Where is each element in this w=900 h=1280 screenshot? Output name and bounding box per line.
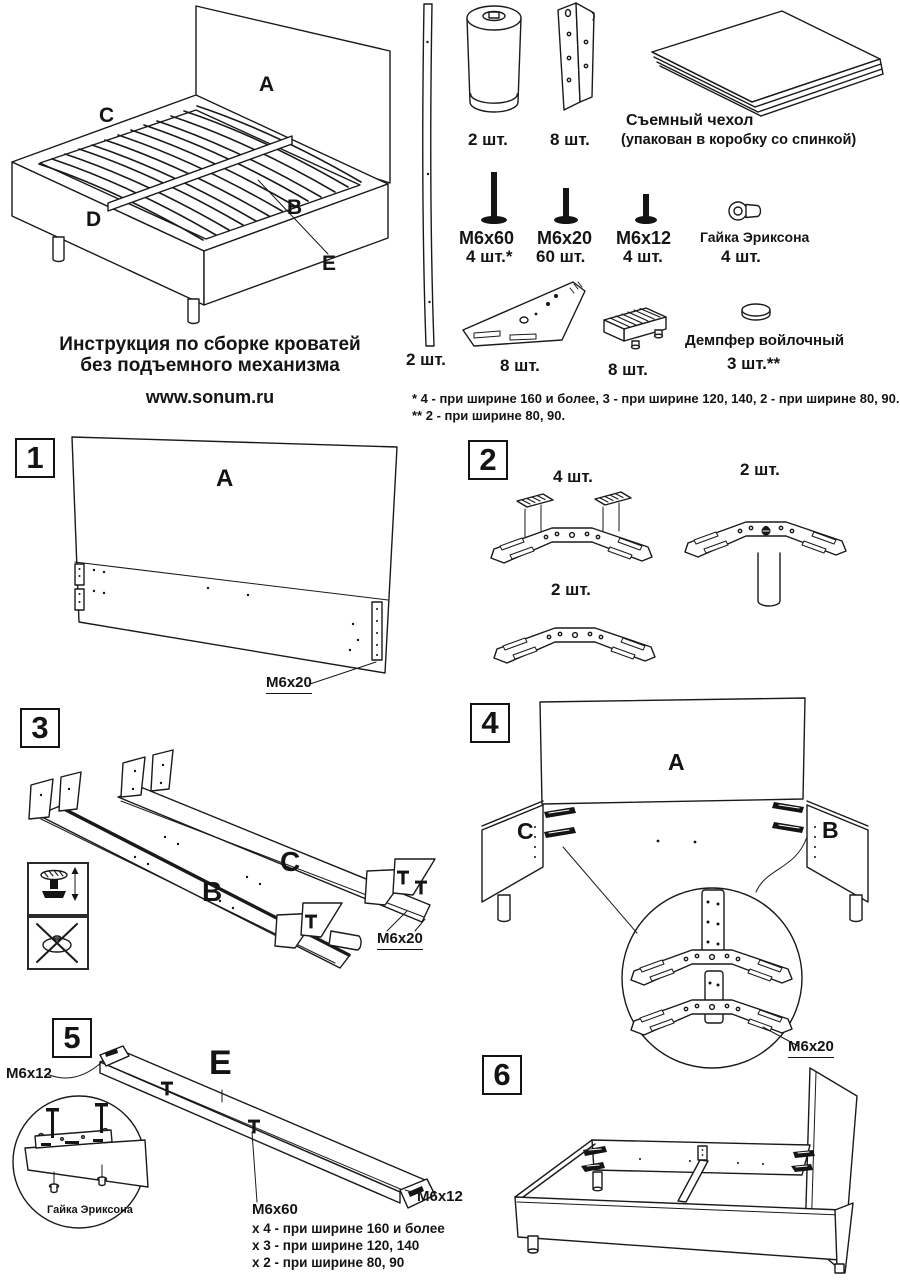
page-title	[40, 334, 380, 377]
title-line1: Инструкция по сборке кроватей	[59, 334, 361, 355]
step-2-qty-plain: 2 шт.	[551, 580, 591, 599]
tri-bracket-part-drawing	[458, 278, 590, 352]
overview-label-b: B	[287, 196, 303, 219]
leg-part-drawing	[462, 3, 526, 123]
step-2-qty-leg: 2 шт.	[740, 460, 780, 479]
m6x60-qty: 4 шт.*	[466, 247, 513, 266]
step-6-drawing	[505, 1060, 895, 1276]
m6x60-name: M6x60	[459, 228, 515, 248]
step-1-panel-label: A	[216, 465, 234, 492]
step-4-panel-label: A	[668, 749, 685, 775]
step-3-callout-m6x20: M6x20	[377, 931, 423, 950]
step-5-nut-label: Гайка Эриксона	[47, 1204, 133, 1216]
step-5-m6x60-opt-2: x 3 - при ширине 120, 140	[252, 1238, 420, 1253]
m6x12-name: M6x12	[616, 228, 672, 248]
step-4-rail-c-label: C	[517, 818, 534, 844]
step-3-rail-b-label: B	[202, 876, 223, 907]
step-1-number: 1	[26, 440, 44, 475]
step-5-beam-label: E	[209, 1044, 232, 1082]
step-1-drawing	[58, 428, 430, 700]
step-5-number: 5	[63, 1020, 81, 1055]
step-4-callout-m6x20: M6x20	[788, 1039, 834, 1058]
title-line2: без подъемного механизма	[80, 355, 340, 377]
tri-bracket-qty: 8 шт.	[500, 356, 540, 375]
step-1-callout-m6x20: M6x20	[266, 675, 312, 694]
step-5-m6x60-opt-3: x 2 - при ширине 80, 90	[252, 1255, 405, 1270]
website-link: www.sonum.ru	[145, 387, 275, 407]
damper-name: Демпфер войлочный	[685, 332, 845, 349]
cover-title: Съемный чехол	[626, 112, 754, 129]
nut-qty: 4 шт.	[721, 247, 761, 266]
corner-bracket-qty: 8 шт.	[550, 130, 590, 149]
m6x12-qty: 4 шт.	[623, 247, 663, 266]
damper-part-drawing	[737, 301, 775, 325]
adjust-glide-icon	[27, 862, 89, 916]
footnote-2: ** 2 - при ширине 80, 90.	[412, 408, 566, 423]
overview-label-d: D	[86, 208, 102, 231]
step-4-number: 4	[481, 705, 499, 740]
step-3-rail-c-label: C	[280, 846, 301, 877]
slat-qty: 2 шт.	[406, 350, 446, 369]
step-1-badge	[15, 438, 55, 478]
screw-m6x60-icon	[477, 172, 511, 226]
footnote-1: * 4 - при ширине 160 и более, 3 - при ширине 120, 140, 2 - при ширине 80, 90.	[412, 391, 900, 406]
leg-qty: 2 шт.	[468, 130, 508, 149]
step-5-m6x60-label: M6x60	[252, 1201, 298, 1218]
step-5-callout-m6x12-right: M6x12	[417, 1188, 463, 1205]
m6x20-name: M6x20	[537, 228, 593, 248]
step-2-qty-pads: 4 шт.	[553, 467, 593, 486]
m6x20-qty: 60 шт.	[536, 247, 586, 266]
overview-label-a: A	[259, 73, 275, 96]
damper-qty: 3 шт.**	[727, 354, 781, 373]
step-4-rail-b-label: B	[822, 817, 839, 843]
ericson-nut-icon	[727, 199, 767, 223]
pad-part-drawing	[598, 303, 674, 353]
nut-name: Гайка Эриксона	[700, 229, 810, 245]
overview-label-c: C	[99, 104, 115, 127]
step-5-callout-m6x12-left: M6x12	[6, 1065, 52, 1082]
step-6-number: 6	[493, 1057, 511, 1092]
cover-note: (упакован в коробку со спинкой)	[621, 132, 857, 148]
screw-m6x20-icon	[549, 188, 583, 226]
corner-bracket-part-drawing	[548, 0, 608, 116]
screw-m6x12-icon	[629, 194, 663, 226]
overview-label-e: E	[322, 252, 337, 275]
step-5-m6x60-opt-1: x 4 - при ширине 160 и более	[252, 1221, 445, 1236]
bed-overview-drawing	[0, 0, 420, 330]
no-tilt-icon	[27, 916, 89, 970]
step-3-badge	[20, 708, 60, 748]
slat-part-drawing	[413, 2, 443, 348]
step-3-number: 3	[31, 710, 49, 745]
step-2-drawing	[462, 455, 894, 707]
pad-qty: 8 шт.	[608, 360, 648, 379]
step-2-number: 2	[479, 442, 497, 477]
